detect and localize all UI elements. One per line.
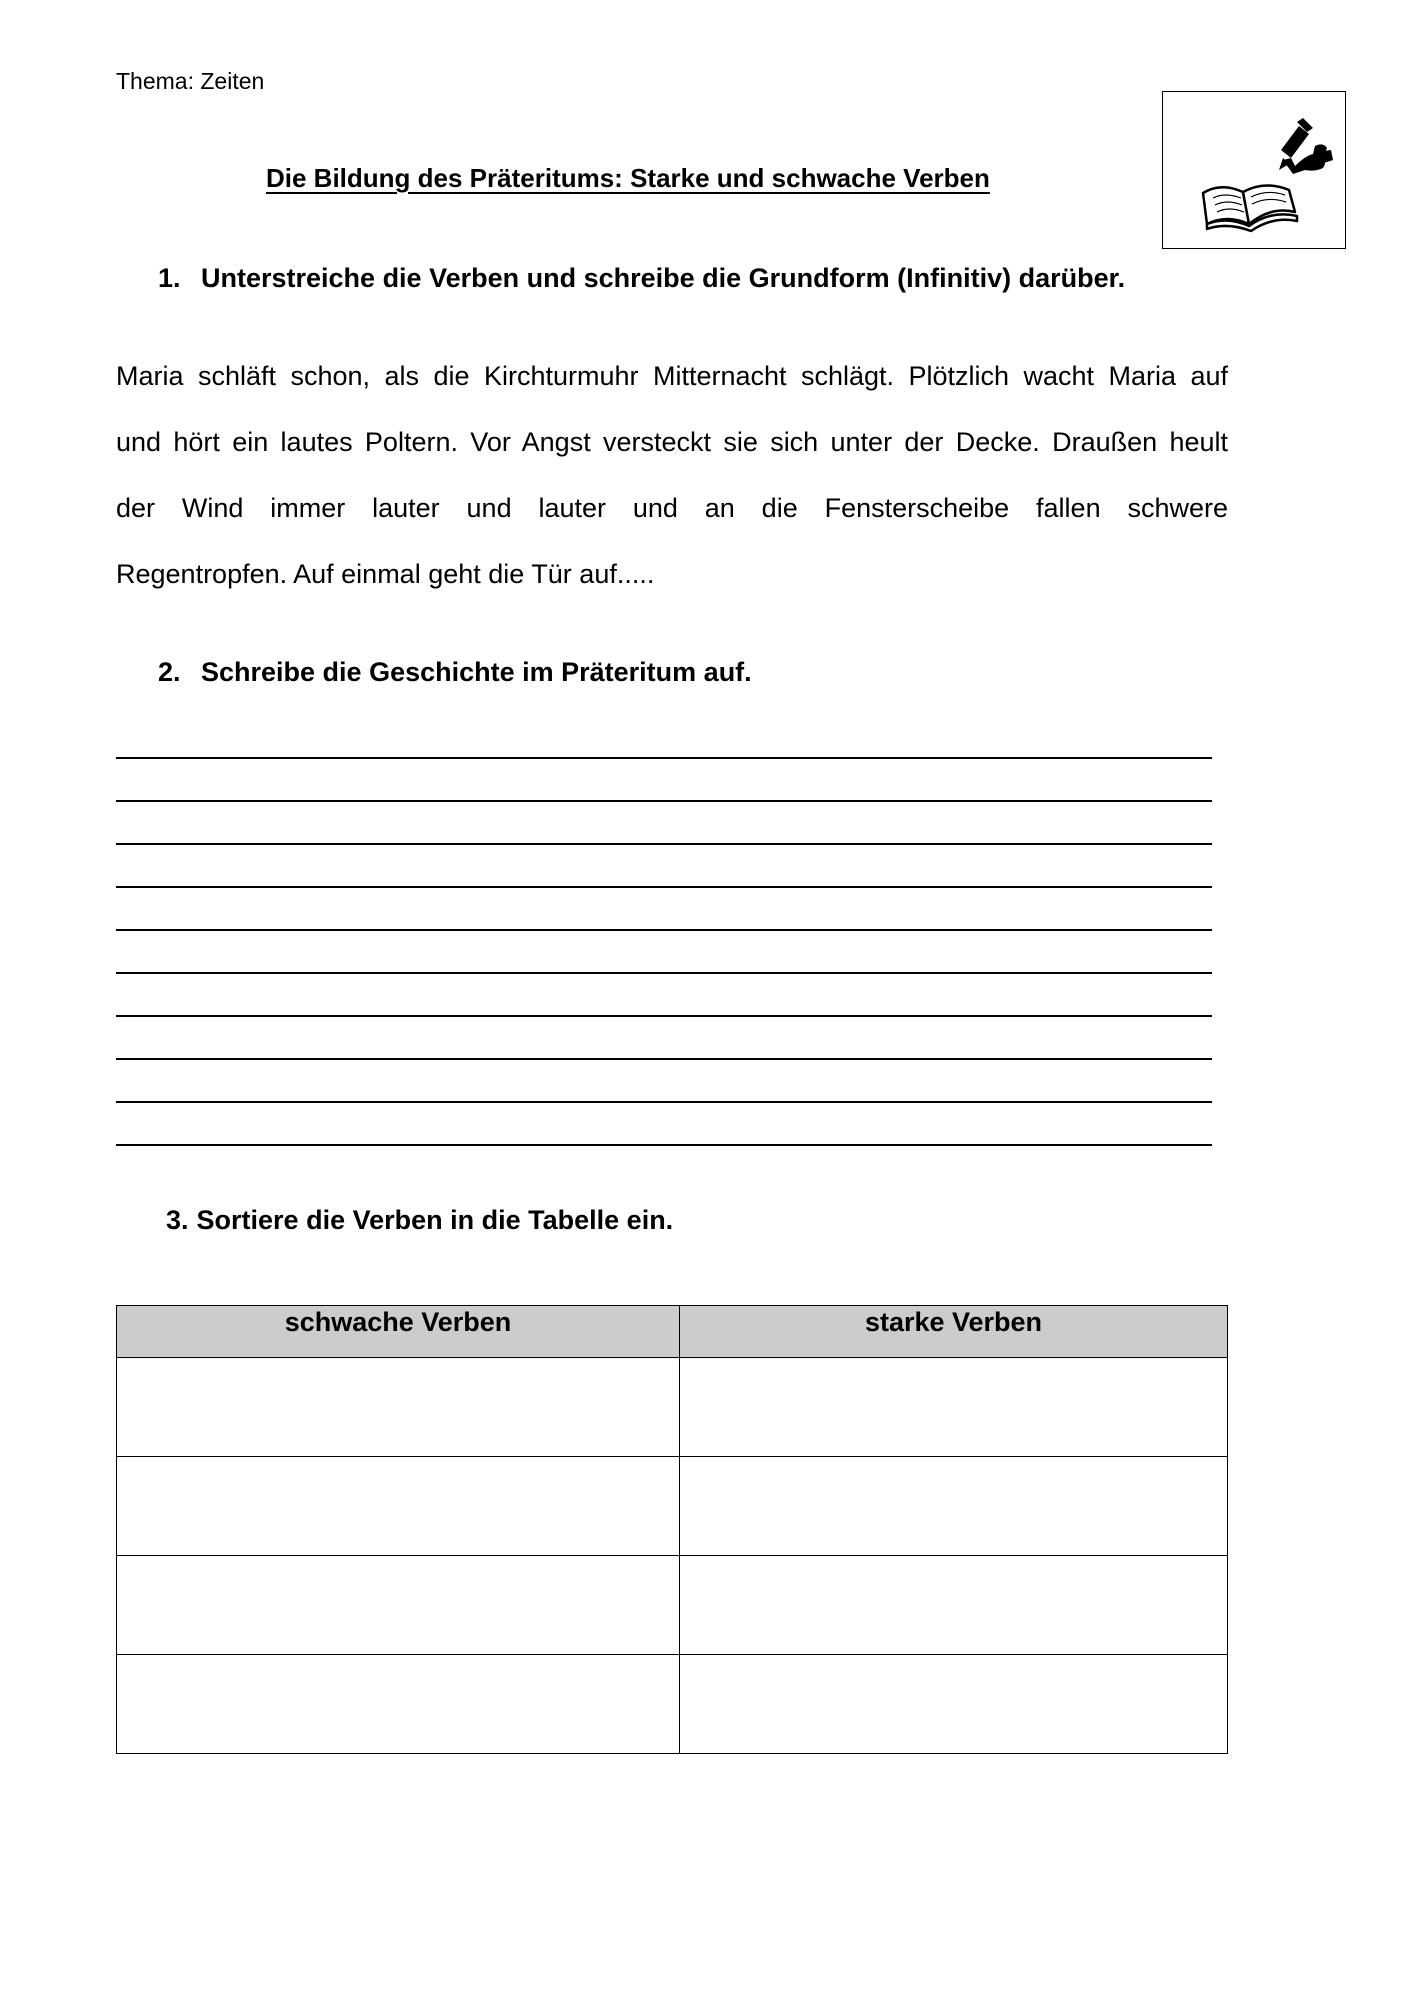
writing-line[interactable] — [116, 1058, 1212, 1101]
page-title: Die Bildung des Präteritums: Starke und schwache Verben — [266, 163, 990, 193]
task-3-heading — [166, 1205, 673, 1236]
task-1-instruction: Unterstreiche die Verben und schreibe die Grundform (Infinitiv) darüber. — [201, 263, 1126, 293]
task-2-number: 2. — [158, 657, 181, 687]
task-3-number: 3. — [166, 1205, 189, 1235]
weak-verb-cell[interactable] — [117, 1655, 680, 1754]
writing-line[interactable] — [116, 1144, 1212, 1187]
story-line-1: Maria schläft schon, als die Kirchturmuhr Mitternacht schlägt. Plötzlich wacht Maria auf — [116, 361, 1228, 391]
writing-line[interactable] — [116, 843, 1212, 886]
task-1-number: 1. — [158, 263, 181, 293]
table-row — [117, 1457, 1228, 1556]
table-row — [117, 1358, 1228, 1457]
writing-lines[interactable] — [116, 757, 1212, 1187]
weak-verb-cell[interactable] — [117, 1556, 680, 1655]
writing-line[interactable] — [116, 929, 1212, 972]
table-row — [117, 1655, 1228, 1754]
strong-verb-cell[interactable] — [680, 1358, 1228, 1457]
writing-line[interactable] — [116, 800, 1212, 843]
task-2-heading — [158, 657, 752, 688]
strong-verb-cell[interactable] — [680, 1457, 1228, 1556]
task-1-heading — [158, 263, 1125, 294]
story-line-4: Regentropfen. Auf einmal geht die Tür auf..... — [116, 559, 655, 589]
topic-label: Thema: Zeiten — [116, 68, 265, 94]
story-line-3: der Wind immer lauter und lauter und an die Fensterscheibe fallen schwere — [116, 493, 1228, 523]
strong-verb-cell[interactable] — [680, 1655, 1228, 1754]
story-line-2: und hört ein lautes Poltern. Vor Angst versteckt sie sich unter der Decke. Draußen heult — [116, 427, 1228, 457]
writing-line[interactable] — [116, 886, 1212, 929]
task-2-instruction: Schreibe die Geschichte im Präteritum auf. — [201, 657, 752, 687]
weak-verb-cell[interactable] — [117, 1358, 680, 1457]
writing-line[interactable] — [116, 1015, 1212, 1058]
writing-line[interactable] — [116, 972, 1212, 1015]
writing-line[interactable] — [116, 1101, 1212, 1144]
writing-line[interactable] — [116, 757, 1212, 800]
verb-sort-table — [116, 1305, 1228, 1754]
table-row — [117, 1556, 1228, 1655]
task-3-instruction: Sortiere die Verben in die Tabelle ein. — [196, 1205, 674, 1235]
header-weak-verbs: schwache Verben — [117, 1306, 680, 1358]
header-strong-verbs: starke Verben — [680, 1306, 1228, 1358]
writing-hand-book-icon — [1162, 91, 1346, 249]
strong-verb-cell[interactable] — [680, 1556, 1228, 1655]
story-text — [116, 352, 1228, 616]
weak-verb-cell[interactable] — [117, 1457, 680, 1556]
